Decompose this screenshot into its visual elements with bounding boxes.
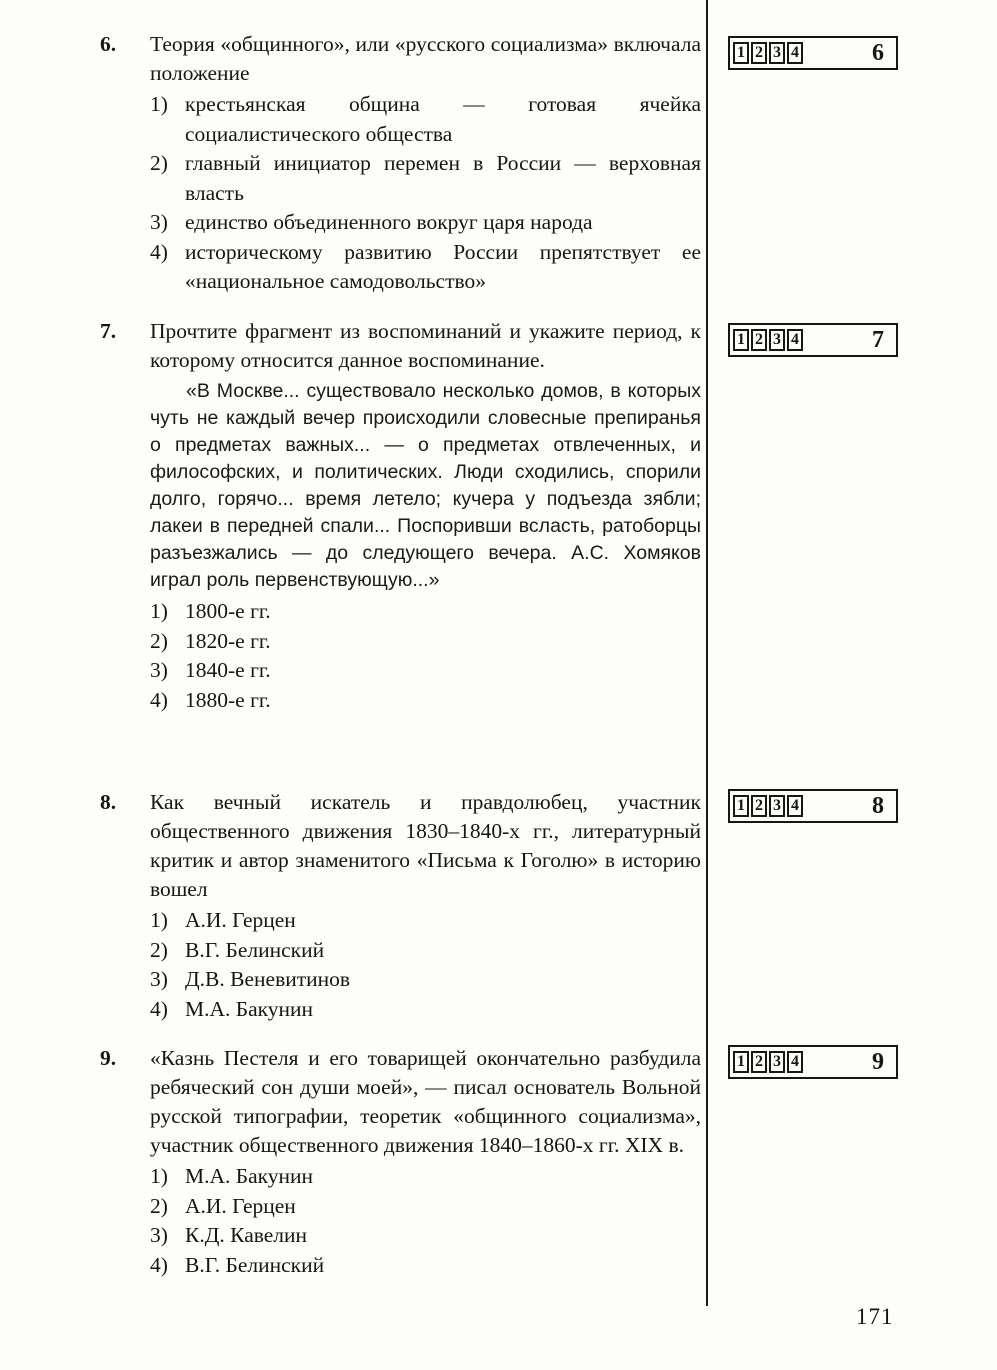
- question-number: 6.: [100, 32, 117, 56]
- option-row: [150, 597, 701, 627]
- answer-cells: [733, 42, 803, 64]
- answer-cell-2: 2: [751, 795, 767, 817]
- option-number: 2): [150, 1193, 168, 1218]
- answer-cell-2: 2: [751, 329, 767, 351]
- option-text: В.Г. Белинский: [185, 1252, 325, 1277]
- option-number: 3): [150, 1223, 168, 1247]
- question-block-8: [100, 788, 701, 1024]
- question-stem: «Казнь Пестеля и его товарищей окончательно разбудила ребяческий сон души моей», — писал основатель Вольной русской типографии, теоретик «общинного социализма», участник общественного движения 1840–1860-х гг. XIX в.: [150, 1046, 701, 1157]
- question-body: [150, 30, 701, 297]
- option-text: М.А. Бакунин: [185, 996, 314, 1021]
- options-list: [150, 906, 701, 1024]
- option-row: [150, 656, 701, 686]
- answer-cell-4: 4: [787, 42, 803, 64]
- option-text: 1820-е гг.: [185, 628, 271, 653]
- answer-box-number: 9: [872, 1048, 884, 1075]
- option-row: [150, 936, 701, 966]
- question-block-7: [100, 317, 701, 715]
- answer-box-q6: [728, 36, 898, 70]
- option-number: 4): [150, 1252, 168, 1277]
- options-list: [150, 90, 701, 297]
- option-text: главный инициатор перемен в России — верховная власть: [185, 151, 701, 205]
- question-number: 9.: [100, 1046, 117, 1070]
- option-row: [150, 686, 701, 716]
- option-text: 1800-е гг.: [185, 599, 271, 623]
- option-number: 3): [150, 658, 168, 682]
- answer-box-q8: [728, 789, 898, 823]
- answer-cell-4: 4: [787, 329, 803, 351]
- option-text: крестьянская община — готовая ячейка социалистического общества: [185, 92, 701, 146]
- option-row: [150, 1221, 701, 1251]
- option-row: [150, 1251, 701, 1281]
- question-stem: Как вечный искатель и правдолюбец, участник общественного движения 1830–1840-х гг., литературный критик и автор знаменитого «Письма к Гоголю» в историю вошел: [150, 790, 701, 901]
- option-row: [150, 965, 701, 995]
- source-quote: «В Москве... существовало несколько домов, в которых чуть не каждый вечер происходили словесные препиранья о предметах важных... — о предметах отвлеченных, и философских, и политических. Люди сходились, спорили долго, горячо... время летело; кучера у подъезда зябли; лакеи в передней спали... Поспоривши всласть, ратоборцы разъезжались — до следующего вечера. А.С. Хомяков играл роль первенствующую...»: [150, 380, 701, 591]
- option-row: [150, 906, 701, 936]
- answer-cells: [733, 1051, 803, 1073]
- question-number: 7.: [100, 319, 117, 343]
- option-row: [150, 238, 701, 297]
- option-text: К.Д. Кавелин: [185, 1223, 308, 1247]
- question-block-9: [100, 1044, 701, 1280]
- option-text: А.И. Герцен: [185, 1193, 296, 1218]
- answer-box-number: 8: [872, 792, 884, 819]
- option-text: 1840-е гг.: [185, 658, 271, 682]
- question-body: [150, 317, 701, 715]
- answer-cell-1: 1: [733, 42, 749, 64]
- option-number: 2): [150, 628, 168, 653]
- page-number: 171: [856, 1304, 894, 1329]
- answer-cell-2: 2: [751, 1051, 767, 1073]
- question-stem: Прочтите фрагмент из воспоминаний и укажите период, к которому относится данное воспоминание.: [150, 319, 701, 372]
- options-list: [150, 597, 701, 715]
- answer-cell-3: 3: [769, 1051, 785, 1073]
- answer-cell-3: 3: [769, 795, 785, 817]
- option-number: 1): [150, 599, 168, 623]
- answer-cell-3: 3: [769, 42, 785, 64]
- option-number: 1): [150, 1164, 168, 1188]
- option-text: единство объединенного вокруг царя народа: [185, 210, 593, 234]
- option-number: 3): [150, 967, 168, 991]
- question-body: [150, 1044, 701, 1280]
- option-row: [150, 995, 701, 1025]
- option-number: 4): [150, 687, 168, 712]
- question-number: 8.: [100, 790, 117, 814]
- answer-cells: [733, 329, 803, 351]
- question-body: [150, 788, 701, 1024]
- option-number: 4): [150, 239, 168, 264]
- answer-cell-4: 4: [787, 795, 803, 817]
- option-number: 3): [150, 210, 168, 234]
- option-row: [150, 1162, 701, 1192]
- option-row: [150, 90, 701, 149]
- answer-box-q7: [728, 323, 898, 357]
- answer-box-number: 7: [872, 326, 884, 353]
- option-text: Д.В. Веневитинов: [185, 967, 351, 991]
- option-number: 1): [150, 92, 168, 116]
- option-number: 2): [150, 151, 168, 175]
- answer-box-q9: [728, 1045, 898, 1079]
- options-list: [150, 1162, 701, 1280]
- answer-cell-2: 2: [751, 42, 767, 64]
- question-block-6: [100, 30, 701, 297]
- answer-cell-3: 3: [769, 329, 785, 351]
- option-row: [150, 149, 701, 208]
- option-number: 2): [150, 937, 168, 962]
- answer-cells: [733, 795, 803, 817]
- option-number: 1): [150, 908, 168, 932]
- option-row: [150, 208, 701, 238]
- option-row: [150, 1192, 701, 1222]
- option-row: [150, 627, 701, 657]
- answer-cell-1: 1: [733, 329, 749, 351]
- option-number: 4): [150, 996, 168, 1021]
- answer-cell-1: 1: [733, 795, 749, 817]
- column-divider: [706, 0, 708, 1306]
- option-text: 1880-е гг.: [185, 687, 271, 712]
- question-stem: Теория «общинного», или «русского социализма» включала положение: [150, 32, 701, 85]
- option-text: А.И. Герцен: [185, 908, 296, 932]
- answer-cell-4: 4: [787, 1051, 803, 1073]
- option-text: историческому развитию России препятствует ее «национальное самодовольство»: [185, 239, 701, 293]
- answer-cell-1: 1: [733, 1051, 749, 1073]
- option-text: В.Г. Белинский: [185, 937, 325, 962]
- answer-box-number: 6: [872, 39, 884, 66]
- option-text: М.А. Бакунин: [185, 1164, 314, 1188]
